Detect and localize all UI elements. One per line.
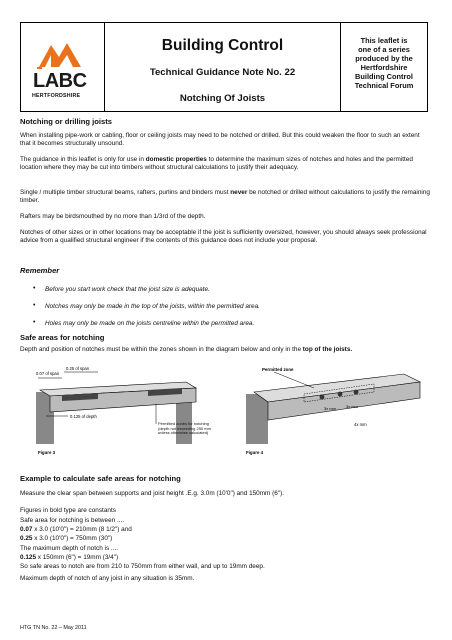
guidance-note-number: Technical Guidance Note No. 22 — [149, 67, 296, 78]
fig3-label-permitted-zones: Permitted zones for notching (depth not exceeding 250 mm unless otherwise calculated) — [158, 422, 211, 436]
series-note-line: produced by the — [355, 54, 413, 63]
example-line-3: 0.125 x 150mm (6") = 19mm (3/4") — [20, 554, 119, 561]
series-note-line: This leaflet is — [360, 36, 408, 45]
safe-areas-heading: Safe areas for notching — [20, 333, 105, 342]
remember-bullet: Notches may only be made in the top of the joists, within the permitted area. — [45, 303, 260, 310]
figure-4-caption: Figure 4 — [246, 450, 264, 455]
intro-paragraph-1: When installing pipe-work or cabling, floor or ceiling joists may need to be notched or drilled. But this could weaken the floor to such an extent that it becomes structurally unsound. — [20, 132, 420, 148]
fig4-label-min-spacing: 4x mm — [354, 422, 367, 427]
header-titles — [105, 23, 341, 111]
hole-marker — [320, 395, 325, 400]
labc-logo — [21, 23, 105, 111]
fig4-label-permitted-zone: Permitted zone — [262, 367, 294, 372]
example-intro: Measure the clear span between supports and joist height .E.g. 3.0m (10'0") and 150mm (6"). — [20, 490, 285, 497]
figure-3-caption: Figure 3 — [38, 450, 56, 455]
example-conclusion: So safe areas to notch are from 210 to 750mm from either wall, and up to 19mm deep. — [20, 563, 265, 570]
series-note — [341, 23, 427, 111]
page-title: Building Control — [161, 37, 284, 54]
fig4-label-spacing: 3x mm — [346, 404, 358, 409]
series-note-line: Building Control — [355, 72, 413, 81]
header-table — [20, 22, 428, 112]
hole-marker — [338, 392, 343, 397]
figure-3-diagram — [36, 364, 218, 458]
labc-logo-mark — [21, 23, 105, 113]
wall-left — [246, 394, 268, 444]
bullet-dot: • — [33, 285, 36, 292]
footer-reference: HTG TN No. 22 – May 2011 — [20, 625, 87, 631]
example-constants-note: Figures in bold type are constants — [20, 507, 116, 514]
figure-4-diagram — [244, 364, 434, 458]
series-note-line: Technical Forum — [354, 81, 414, 90]
fig4-label-spacing: 3x mm — [324, 406, 336, 411]
intro-paragraph-3: Single / multiple timber structural beams, rafters, purlins and binders must never be notched or drilled without calculations to justify the remaining timber. — [20, 189, 430, 205]
hole-marker — [354, 390, 359, 395]
intro-paragraph-5: Notches of other sizes or in other locations may be acceptable if the joist is sufficiently oversized, however, you should always seek professional advice from a qualified structural engineer if the contents of this guidance does not include your proposal. — [20, 229, 427, 245]
remember-bullet: Before you start work check that the joist size is adequate. — [45, 286, 210, 293]
fig3-label-quarter-span: 0.25 of span — [66, 366, 90, 371]
bullet-dot: • — [33, 302, 36, 309]
bullet-dot: • — [33, 319, 36, 326]
logo-brand: LABC — [33, 70, 87, 92]
topic-title: Notching Of Joists — [179, 93, 266, 104]
remember-heading: Remember — [20, 266, 60, 275]
example-heading: Example to calculate safe areas for notching — [20, 474, 181, 483]
series-note-line: one of a series — [358, 45, 410, 54]
intro-paragraph-4: Rafters may be birdsmouthed by no more than 1/3rd of the depth. — [20, 213, 206, 220]
safe-areas-text: Depth and position of notches must be within the zones shown in the diagram below and only in the top of the joists. — [20, 346, 353, 353]
example-safe-area-intro: Safe area for notching is between .... — [20, 517, 125, 524]
intro-heading: Notching or drilling joists — [20, 117, 112, 126]
remember-bullet: Holes may only be made on the joists centreline within the permitted area. — [45, 320, 255, 327]
example-max-depth: Maximum depth of notch of any joist in any situation is 35mm. — [20, 575, 195, 582]
example-depth-intro: The maximum depth of notch is .... — [20, 545, 119, 552]
fig3-label-depth: 0.125 of depth — [70, 414, 97, 419]
logo-region: HERTFORDSHIRE — [32, 93, 81, 99]
intro-paragraph-2: The guidance in this leaflet is only for use in domestic properties to determine the maximum sizes of notches and holes and the permitted location where they may be cut into timbers without structural calculations to justify their adequacy. — [20, 156, 413, 172]
example-line-1: 0.07 x 3.0 (10'0") = 210mm (8 1/2") and — [20, 526, 132, 533]
fig3-label-007-span: 0.07 of span — [36, 371, 60, 376]
series-note-line: Hertfordshire — [360, 63, 408, 72]
example-line-2: 0.25 x 3.0 (10'0") = 750mm (30") — [20, 535, 113, 542]
